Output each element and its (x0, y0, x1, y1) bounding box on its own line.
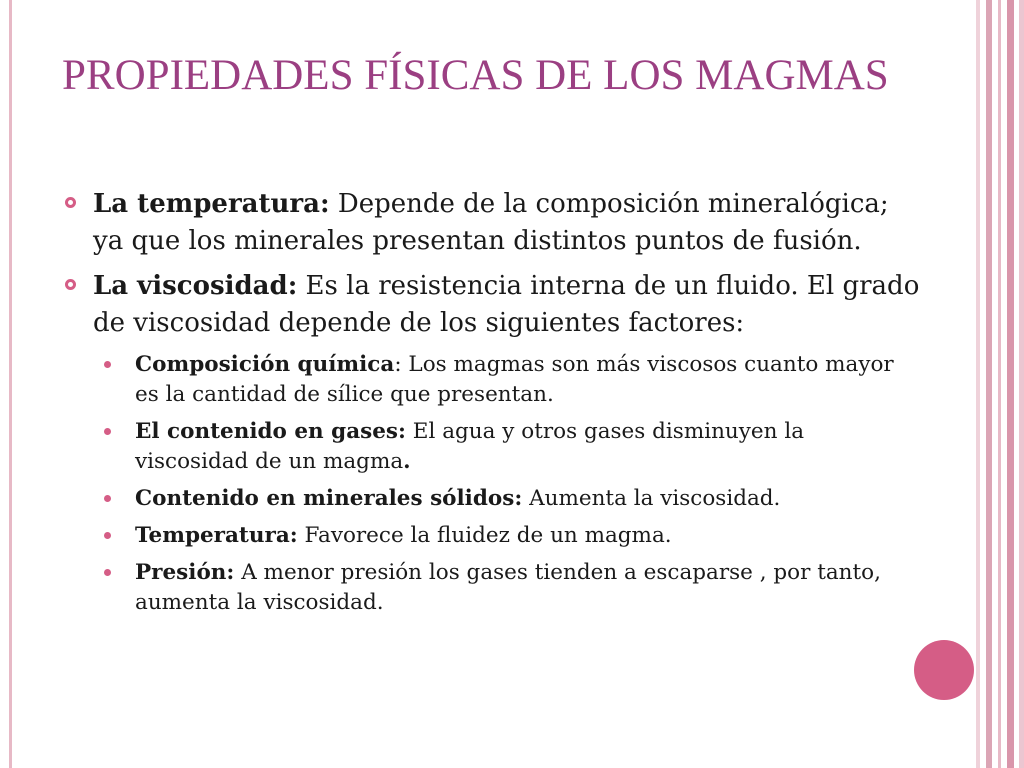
decor-circle (914, 640, 974, 700)
subitem-term: Composición química (135, 352, 395, 377)
bullet-dot-icon (104, 532, 111, 539)
bullet-ring-icon (65, 197, 76, 208)
subitem-tail: . (403, 449, 411, 474)
subitem-composicion (104, 350, 922, 410)
bullet-dot-icon (104, 569, 111, 576)
subitem-temperatura (104, 521, 922, 551)
subitem-gases (104, 417, 922, 477)
bullet-term: La viscosidad: (93, 271, 298, 301)
left-decor-line (9, 0, 12, 768)
subitem-term: Presión: (135, 560, 235, 585)
bullet-ring-icon (65, 279, 76, 290)
bullet-dot-icon (104, 428, 111, 435)
subitem-term: Temperatura: (135, 523, 298, 548)
bullet-dot-icon (104, 495, 111, 502)
subitem-text: : Los magmas son más viscosos cuanto mayor es la cantidad de sílice que presentan. (135, 352, 894, 407)
right-decor-stripes (976, 0, 1024, 768)
bullet-term: La temperatura: (93, 189, 330, 219)
slide-content (62, 186, 922, 625)
subitem-presion (104, 558, 922, 618)
subitem-term: El contenido en gases: (135, 419, 406, 444)
bullet-text: Depende de la composición mineralógica; ya que los minerales presentan distintos puntos de fusión. (93, 189, 889, 256)
subitem-minerales (104, 484, 922, 514)
bullet-viscosidad (62, 268, 922, 342)
slide-title: PROPIEDADES FÍSICAS DE LOS MAGMAS (62, 52, 889, 99)
bullet-text: Es la resistencia interna de un fluido. El grado de viscosidad depende de los siguientes factores: (93, 271, 920, 338)
subitem-text: Aumenta la viscosidad. (522, 486, 781, 511)
subitem-text: A menor presión los gases tienden a escaparse , por tanto, aumenta la viscosidad. (135, 560, 881, 615)
subitem-text: Favorece la fluidez de un magma. (297, 523, 672, 548)
bullet-temperatura (62, 186, 922, 260)
subitem-text: El agua y otros gases disminuyen la viscosidad de un magma (135, 419, 805, 474)
subitem-term: Contenido en minerales sólidos: (135, 486, 523, 511)
bullet-dot-icon (104, 361, 111, 368)
